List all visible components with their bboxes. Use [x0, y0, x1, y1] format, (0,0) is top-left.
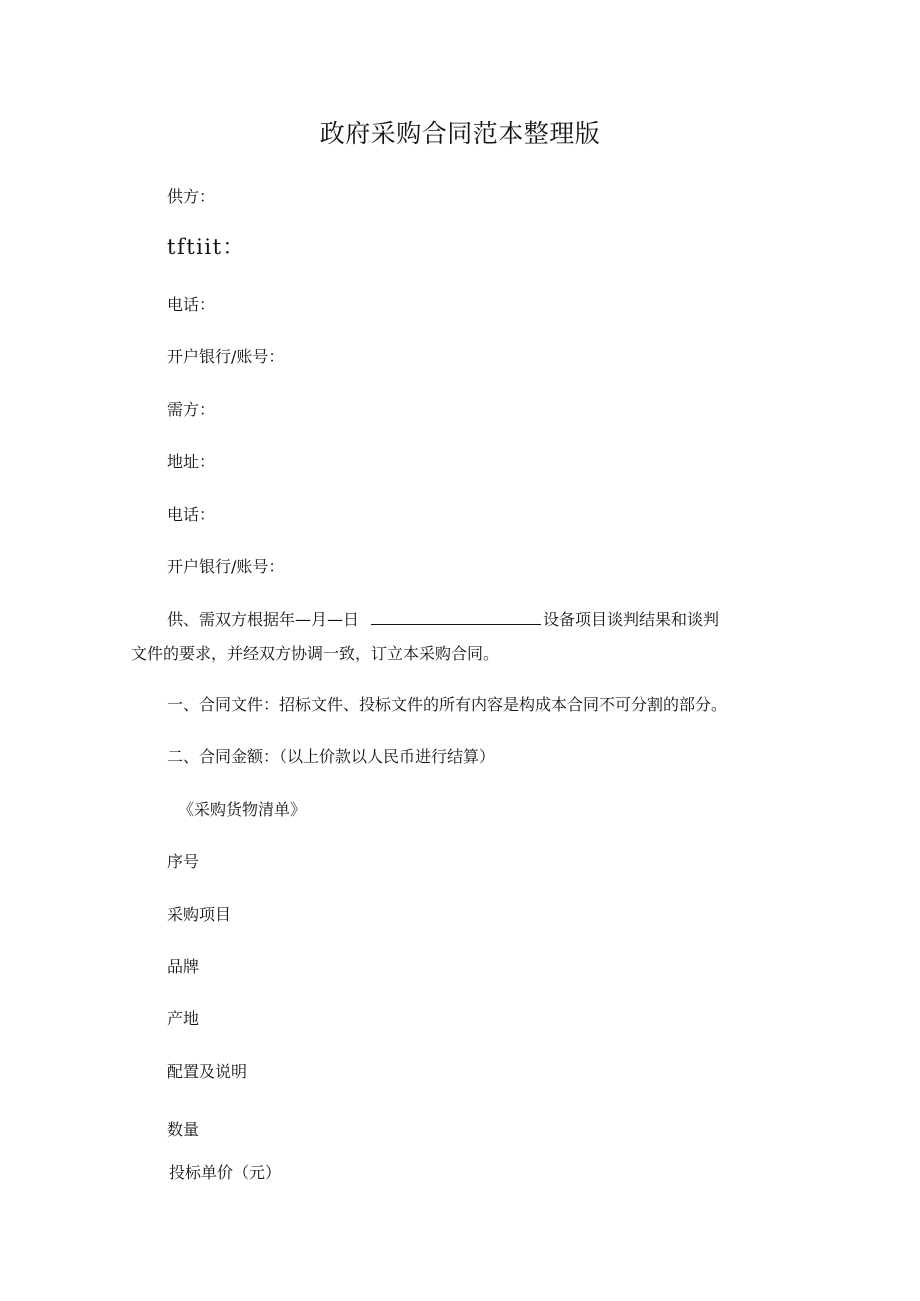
buyer-address-label: 地址： — [167, 452, 216, 471]
clause-contract-amount: 二、合同金额：（以上价款以人民币进行结算） — [167, 747, 496, 766]
column-procurement-item: 采购项目 — [167, 905, 232, 924]
intro-text-part2: 设备项目谈判结果和谈判 — [543, 610, 720, 629]
supplier-bank-label: 开户银行/账号： — [167, 347, 285, 366]
supplier-label: 供方： — [167, 187, 216, 206]
intro-paragraph-line1 — [167, 609, 719, 631]
blank-fill-line — [371, 609, 541, 625]
intro-paragraph-line2: 文件的要求，并经双方协调一致，订立本采购合同。 — [131, 644, 500, 663]
clause-contract-documents: 一、合同文件：招标文件、投标文件的所有内容是构成本合同不可分割的部分。 — [167, 695, 728, 714]
column-quantity: 数量 — [167, 1120, 200, 1139]
buyer-label: 需方： — [167, 400, 216, 419]
buyer-bank-label: 开户银行/账号： — [167, 557, 285, 576]
goods-list-title: 《采购货物清单》 — [178, 800, 307, 819]
column-origin: 产地 — [167, 1009, 200, 1028]
supplier-phone-label: 电话： — [167, 295, 216, 314]
column-unit-price: 投标单价（元） — [169, 1163, 282, 1182]
column-serial-number: 序号 — [167, 852, 200, 871]
intro-text-part1: 供、需双方根据年—月—日 — [167, 610, 360, 629]
column-brand: 品牌 — [167, 957, 200, 976]
buyer-phone-label: 电话： — [167, 505, 216, 524]
column-configuration: 配置及说明 — [167, 1062, 248, 1081]
document-title: 政府采购合同范本整理版 — [319, 119, 601, 148]
supplier-address-label: tftiit： — [167, 235, 246, 259]
